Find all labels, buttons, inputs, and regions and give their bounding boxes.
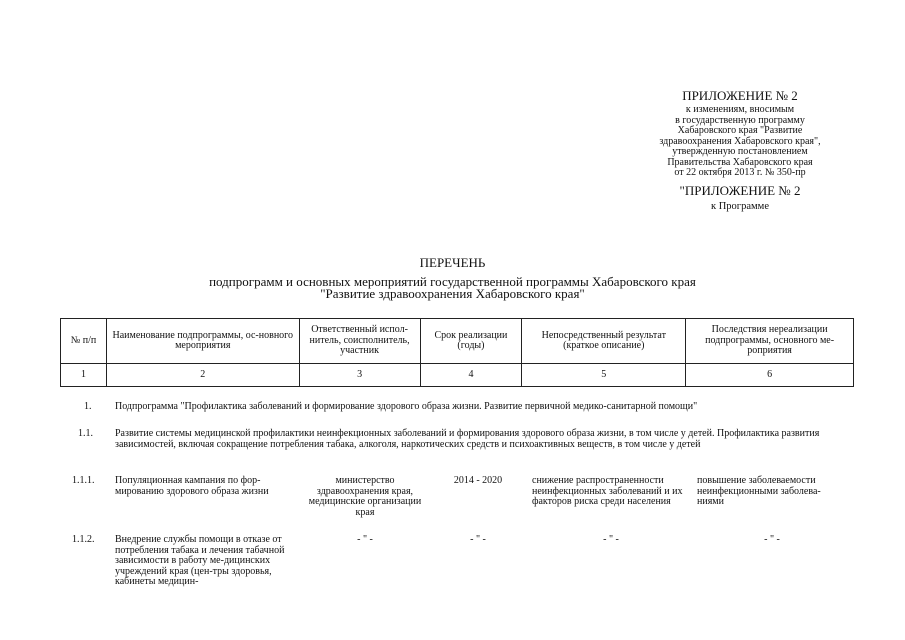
document-title: ПЕРЕЧЕНЬ — [419, 255, 486, 270]
row-result: снижение распространенности неинфекционных заболеваний и их факторов риска среди населения — [532, 475, 683, 507]
row-executor: - " - — [357, 534, 373, 545]
header-cell-executor: Ответственный испол-нитель, соисполнитель, участник — [299, 319, 420, 364]
row-name: Внедрение службы помощи в отказе от потребления табака и лечения табачной зависимости в работу ме-дицинских учреждений края (цен-тры здоровья, кабинеты медицин- — [115, 534, 285, 587]
column-number: 5 — [522, 364, 686, 387]
appendix-line: к изменениям, вносимым — [685, 104, 795, 115]
header-cell-consequence: Последствия нереализации подпрограммы, основного ме-роприятия — [686, 319, 854, 364]
row-consequence: - " - — [764, 534, 780, 545]
appendix-line: в государственную программу — [675, 114, 805, 126]
column-number: 6 — [686, 364, 854, 387]
row-number: 1. — [84, 401, 92, 412]
column-number: 3 — [299, 364, 420, 387]
column-number: 1 — [61, 364, 107, 387]
row-term: - " - — [470, 534, 486, 545]
row-text: Подпрограмма "Профилактика заболеваний и формирование здорового образа жизни. Развитие первичной медико-санитарной помощи" — [115, 401, 698, 412]
column-number-row — [61, 364, 854, 387]
row-text: Развитие системы медицинской профилактики неинфекционных заболеваний и формирования здорового образа жизни, в том числе у детей. Профилактика развития зависимостей, включая сокращение потребления табака, алкоголя, наркотических средств и психоактивных веществ, в том числе у детей — [115, 428, 820, 450]
appendix-subtitle: к Программе — [711, 200, 769, 212]
row-term: 2014 - 2020 — [453, 475, 503, 486]
header-table — [60, 318, 854, 387]
appendix-line: Хабаровского края "Развитие — [677, 125, 803, 136]
document-subtitle — [80, 276, 825, 300]
header-cell-number: № п/п — [61, 319, 107, 364]
appendix-block — [620, 88, 860, 212]
appendix-line: от 22 октября 2013 г. № 350-пр — [674, 167, 806, 178]
appendix-title-2: "ПРИЛОЖЕНИЕ № 2 — [679, 182, 801, 198]
appendix-line: здравоохранения Хабаровского края", — [659, 135, 821, 147]
row-number: 1.1.1. — [72, 475, 95, 486]
appendix-line: утвержденную постановлением — [672, 146, 808, 157]
header-cell-term: Срок реализации (годы) — [420, 319, 522, 364]
appendix-title: ПРИЛОЖЕНИЕ № 2 — [682, 88, 798, 103]
document-subtitle-line: "Развитие здравоохранения Хабаровского края" — [320, 286, 585, 301]
row-number: 1.1. — [78, 428, 93, 439]
column-number: 2 — [106, 364, 299, 387]
header-cell-name: Наименование подпрограммы, ос-новного мероприятия — [106, 319, 299, 364]
column-number: 4 — [420, 364, 522, 387]
row-number: 1.1.2. — [72, 534, 95, 545]
row-result: - " - — [603, 534, 619, 545]
row-consequence: повышение заболеваемости неинфекционными заболева-ниями — [697, 475, 821, 507]
appendix-line: Правительства Хабаровского края — [667, 156, 813, 168]
row-name: Популяционная кампания по фор-мированию здорового образа жизни — [115, 475, 269, 497]
document-subtitle-line: подпрограмм и основных мероприятий государственной программы Хабаровского края — [209, 274, 696, 289]
row-executor: министерство здравоохранения края, медицинские организации края — [308, 475, 422, 518]
header-cell-result: Непосредственный результат (краткое описание) — [522, 319, 686, 364]
header-row — [61, 319, 854, 364]
